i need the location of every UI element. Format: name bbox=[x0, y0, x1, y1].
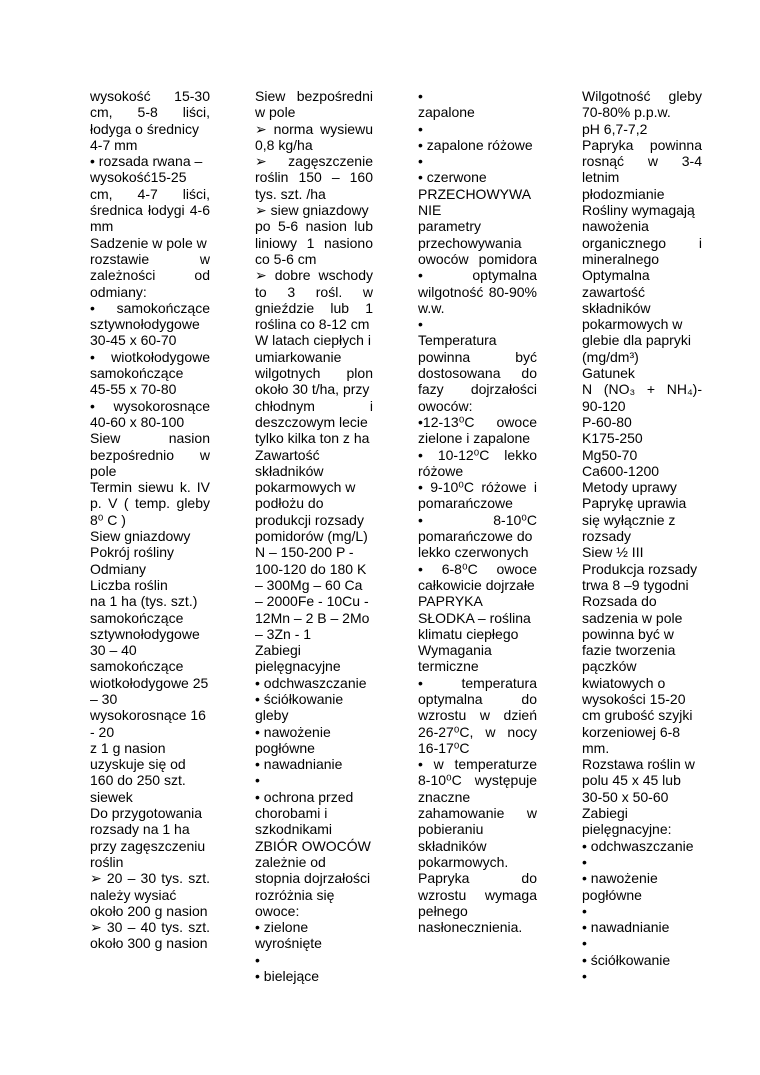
text-line: samokończące bbox=[90, 609, 184, 626]
text-line: SŁODKA – roślina bbox=[418, 609, 531, 626]
text-line: (mg/dm³) bbox=[582, 348, 639, 365]
text-line: – 300Mg – 60 Ca bbox=[255, 576, 363, 593]
text-line: stopnia dojrzałości bbox=[255, 870, 371, 887]
text-line: • samokończące bbox=[90, 299, 210, 316]
text-line: pole bbox=[90, 462, 117, 479]
text-line: na 1 ha (tys. szt.) bbox=[90, 593, 198, 610]
text-line: Rozstawa roślin w bbox=[582, 756, 695, 773]
text-line: • bbox=[582, 935, 587, 952]
text-line: mm. bbox=[582, 739, 610, 756]
text-line: Sadzenie w pole w bbox=[90, 234, 207, 251]
text-line: pełnego bbox=[418, 902, 468, 919]
text-line: • rozsada rwana – bbox=[90, 153, 203, 170]
text-line: liniowy 1 nasiono bbox=[255, 234, 373, 251]
text-line: zależności od bbox=[90, 267, 210, 284]
text-line: • wiotkołodygowe bbox=[90, 348, 210, 365]
text-line: bezpośrednio w bbox=[90, 446, 210, 463]
text-line: roślin 150 – 160 bbox=[255, 169, 373, 186]
text-line: • bbox=[582, 968, 587, 985]
text-line: Zabiegi bbox=[582, 805, 628, 822]
text-line: wyrośnięte bbox=[255, 935, 322, 952]
text-line: 70-80% p.p.w. bbox=[582, 104, 671, 121]
text-line: około 300 g nasion bbox=[90, 935, 208, 952]
text-line: Papryka powinna bbox=[582, 136, 702, 153]
text-line: pielęgnacyjne: bbox=[582, 821, 672, 838]
text-line: 0,8 kg/ha bbox=[255, 136, 313, 153]
text-line: rozsady na 1 ha bbox=[90, 821, 190, 838]
text-line: • 8-10⁰C bbox=[418, 511, 537, 528]
text-line: sztywnołodygowe bbox=[90, 316, 200, 333]
text-line: samokończące bbox=[90, 658, 184, 675]
text-line: • nawożenie bbox=[582, 870, 658, 887]
text-line: 8⁰ C ) bbox=[90, 511, 126, 528]
text-line: Rozsada do bbox=[582, 593, 657, 610]
text-line: owoców: bbox=[418, 397, 473, 414]
text-line: • czerwone bbox=[418, 169, 487, 186]
text-line: Gatunek bbox=[582, 365, 635, 382]
text-line: po 5-6 nasion lub bbox=[255, 218, 373, 235]
text-line: • bbox=[255, 772, 260, 789]
text-line: • bbox=[582, 853, 587, 870]
text-line: Temperatura bbox=[418, 332, 497, 349]
text-line: umiarkowanie bbox=[255, 348, 342, 365]
text-line: ➢ dobre wschody bbox=[255, 267, 373, 284]
text-line: pH 6,7-7,2 bbox=[582, 120, 648, 137]
text-line: wilgotność 80-90% bbox=[418, 283, 537, 300]
text-line: • zapalone różowe bbox=[418, 136, 533, 153]
text-line: nawożenia bbox=[582, 218, 649, 235]
text-line: optymalna do bbox=[418, 690, 537, 707]
text-line: 160 do 250 szt. bbox=[90, 772, 186, 789]
text-line: Optymalna bbox=[582, 267, 650, 284]
text-line: 16-17⁰C bbox=[418, 739, 470, 756]
text-line: letnim bbox=[582, 169, 620, 186]
text-line: organicznego i bbox=[582, 234, 702, 251]
text-line: Paprykę uprawia bbox=[582, 495, 687, 512]
text-line: należy wysiać bbox=[90, 886, 177, 903]
text-line: • wysokorosnące bbox=[90, 397, 210, 414]
text-line: składników bbox=[582, 299, 651, 316]
text-line: rozsady bbox=[582, 528, 632, 545]
text-line: deszczowym lecie bbox=[255, 413, 368, 430]
text-line: pączków bbox=[582, 658, 637, 675]
text-line: PRZECHOWYWA bbox=[418, 185, 532, 202]
text-line: 12Mn – 2 B – 2Mo bbox=[255, 609, 370, 626]
text-line: pomidorów (mg/L) bbox=[255, 528, 368, 545]
text-column-1 bbox=[90, 88, 210, 952]
text-line: rozstawie w bbox=[90, 250, 210, 267]
text-line: cm grubość szyjki bbox=[582, 707, 693, 724]
text-line: p. V ( temp. gleby bbox=[90, 495, 210, 512]
text-line: pobieraniu bbox=[418, 821, 484, 838]
text-line: N – 150-200 P - bbox=[255, 544, 354, 561]
text-line: wzrostu wymaga bbox=[418, 886, 537, 903]
text-line: Wymagania bbox=[418, 642, 492, 659]
text-line: chorobami i bbox=[255, 805, 328, 822]
text-line: 8-10⁰C występuje bbox=[418, 772, 537, 789]
text-line: •12-13⁰C owoce bbox=[418, 413, 537, 430]
text-line: zahamowanie w bbox=[418, 805, 537, 822]
text-line: Zawartość bbox=[255, 446, 320, 463]
text-line: ➢ 20 – 30 tys. szt. bbox=[90, 870, 210, 887]
text-line: pogłówne bbox=[255, 739, 315, 756]
text-column-4 bbox=[582, 88, 702, 984]
text-line: około 200 g nasion bbox=[90, 902, 208, 919]
text-line: – 3Zn - 1 bbox=[255, 625, 312, 642]
text-line: podłożu do bbox=[255, 495, 324, 512]
text-line: tys. szt. /ha bbox=[255, 185, 326, 202]
text-line: co 5-6 cm bbox=[255, 250, 317, 267]
text-line: 30 – 40 bbox=[90, 642, 137, 659]
text-line: łodyga o średnicy bbox=[90, 120, 199, 137]
text-line: wilgotnych plon bbox=[255, 365, 373, 382]
text-line: • bbox=[255, 951, 260, 968]
text-line: termiczne bbox=[418, 658, 479, 675]
text-line: powinna być w bbox=[582, 625, 674, 642]
text-line: • 10-12⁰C lekko bbox=[418, 446, 537, 463]
text-line: • bbox=[418, 120, 423, 137]
text-line: Siew bezpośredni bbox=[255, 88, 373, 104]
text-line: tylko kilka ton z ha bbox=[255, 430, 370, 447]
text-line: około 30 t/ha, przy bbox=[255, 381, 370, 398]
text-line: • odchwaszczanie bbox=[582, 837, 694, 854]
text-line: Metody uprawy bbox=[582, 479, 677, 496]
text-line: 26-27⁰C, w nocy bbox=[418, 723, 537, 740]
text-line: zawartość bbox=[582, 283, 646, 300]
text-column-2 bbox=[255, 88, 373, 984]
text-line: gnieździe lub 1 bbox=[255, 299, 373, 316]
text-line: Siew gniazdowy bbox=[90, 528, 191, 545]
text-line: • w temperaturze bbox=[418, 756, 537, 773]
text-line: sztywnołodygowe bbox=[90, 625, 200, 642]
text-line: Produkcja rozsady bbox=[582, 560, 698, 577]
text-line: 4-7 mm bbox=[90, 136, 138, 153]
text-line: klimatu ciepłego bbox=[418, 625, 519, 642]
text-line: roślina co 8-12 cm bbox=[255, 316, 370, 333]
text-line: chłodnym i bbox=[255, 397, 373, 414]
text-line: zielone i zapalone bbox=[418, 430, 531, 447]
text-line: dostosowana do bbox=[418, 365, 537, 382]
text-line: pomarańczowe do bbox=[418, 528, 533, 545]
text-line: pomarańczowe bbox=[418, 495, 513, 512]
text-line: z 1 g nasion bbox=[90, 739, 166, 756]
text-line: cm, 5-8 liści, bbox=[90, 104, 210, 121]
text-line: sadzenia w pole bbox=[582, 609, 683, 626]
text-line: Odmiany bbox=[90, 560, 147, 577]
text-line: siewek bbox=[90, 788, 133, 805]
text-line: ➢ 30 – 40 tys. szt. bbox=[90, 919, 210, 936]
text-line: nasłonecznienia. bbox=[418, 919, 523, 936]
text-line: produkcji rozsady bbox=[255, 511, 364, 528]
text-line: • bbox=[418, 153, 423, 170]
text-line: cm, 4-7 liści, bbox=[90, 185, 210, 202]
text-line: rozróżnia się bbox=[255, 886, 335, 903]
text-line: parametry bbox=[418, 218, 482, 235]
text-line: owoców pomidora bbox=[418, 250, 537, 267]
text-line: wysokość15-25 bbox=[90, 169, 187, 186]
text-line: 40-60 x 80-100 bbox=[90, 413, 185, 430]
text-line: pokarmowych w bbox=[255, 479, 356, 496]
text-line: • bbox=[418, 316, 423, 333]
text-line: - 20 bbox=[90, 723, 115, 740]
text-line: • ściółkowanie bbox=[255, 690, 344, 707]
text-line: – 2000Fe - 10Cu - bbox=[255, 593, 369, 610]
text-line: samokończące bbox=[90, 365, 184, 382]
text-line: • 9-10⁰C różowe i bbox=[418, 479, 537, 496]
text-line: fazie tworzenia bbox=[582, 642, 676, 659]
text-line: wysokości 15-20 bbox=[582, 690, 686, 707]
text-line: średnica łodygi 4-6 bbox=[90, 202, 210, 219]
text-line: lekko czerwonych bbox=[418, 544, 529, 561]
text-line: • ochrona przed bbox=[255, 788, 354, 805]
text-line: NIE bbox=[418, 202, 442, 219]
text-line: mm bbox=[90, 218, 114, 235]
text-line: uzyskuje się od bbox=[90, 756, 186, 773]
text-line: mineralnego bbox=[582, 250, 660, 267]
text-line: pielęgnacyjne bbox=[255, 658, 341, 675]
text-line: ➢ norma wysiewu bbox=[255, 120, 373, 137]
text-line: Do przygotowania bbox=[90, 805, 203, 822]
text-line: Papryka do bbox=[418, 870, 537, 887]
text-line: Zabiegi bbox=[255, 642, 301, 659]
text-line: Rośliny wymagają bbox=[582, 202, 695, 219]
text-line: • 6-8⁰C owoce bbox=[418, 560, 537, 577]
text-line: Siew nasion bbox=[90, 430, 210, 447]
text-line: 100-120 do 180 K bbox=[255, 560, 367, 577]
text-line: pokarmowych. bbox=[418, 853, 509, 870]
text-line: P-60-80 bbox=[582, 413, 632, 430]
text-line: fazy dojrzałości bbox=[418, 381, 537, 398]
text-line: wysokorosnące 16 bbox=[90, 707, 206, 724]
text-column-3 bbox=[418, 88, 537, 935]
text-line: ZBIÓR OWOCÓW bbox=[255, 837, 371, 854]
text-line: przechowywania bbox=[418, 234, 522, 251]
text-line: • nawożenie bbox=[255, 723, 331, 740]
text-line: • zielone bbox=[255, 919, 309, 936]
text-line: • nawadnianie bbox=[582, 919, 670, 936]
text-line: Termin siewu k. IV bbox=[90, 479, 210, 496]
text-line: pogłówne bbox=[582, 886, 642, 903]
text-line: • ściółkowanie bbox=[582, 951, 671, 968]
text-line: zapalone bbox=[418, 104, 475, 121]
text-line: to 3 rośl. w bbox=[255, 283, 373, 300]
text-line: składników bbox=[418, 837, 487, 854]
text-line: • temperatura bbox=[418, 674, 537, 691]
text-line: płodozmianie bbox=[582, 185, 665, 202]
text-line: Ca600-1200 bbox=[582, 462, 660, 479]
text-line: pokarmowych w bbox=[582, 316, 683, 333]
text-line: • nawadnianie bbox=[255, 756, 343, 773]
text-line: składników bbox=[255, 462, 324, 479]
text-line: się wyłącznie z bbox=[582, 511, 676, 528]
text-line: polu 45 x 45 lub bbox=[582, 772, 681, 789]
text-line: w pole bbox=[255, 104, 296, 121]
text-line: szkodnikami bbox=[255, 821, 333, 838]
text-line: glebie dla papryki bbox=[582, 332, 691, 349]
text-line: 45-55 x 70-80 bbox=[90, 381, 177, 398]
text-line: Liczba roślin bbox=[90, 576, 168, 593]
text-line: • optymalna bbox=[418, 267, 537, 284]
text-line: znaczne bbox=[418, 788, 471, 805]
text-line: W latach ciepłych i bbox=[255, 332, 371, 349]
text-line: 90-120 bbox=[582, 397, 626, 414]
text-line: Wilgotność gleby bbox=[582, 88, 702, 104]
text-line: wzrostu w dzień bbox=[418, 707, 537, 724]
text-line: owoce: bbox=[255, 902, 300, 919]
text-line: – 30 bbox=[90, 690, 118, 707]
text-line: PAPRYKA bbox=[418, 593, 483, 610]
text-line: kwiatowych o bbox=[582, 674, 666, 691]
text-line: • bbox=[582, 902, 587, 919]
text-line: rosnąć w 3-4 bbox=[582, 153, 702, 170]
text-line: K175-250 bbox=[582, 430, 643, 447]
text-line: powinna być bbox=[418, 348, 537, 365]
text-line: gleby bbox=[255, 707, 289, 724]
text-line: całkowicie dojrzałe bbox=[418, 576, 535, 593]
text-line: wysokość 15-30 bbox=[90, 88, 210, 104]
text-line: • bbox=[418, 88, 423, 104]
text-line: wiotkołodygowe 25 bbox=[90, 674, 209, 691]
text-line: przy zagęszczeniu bbox=[90, 837, 206, 854]
text-line: odmiany: bbox=[90, 283, 147, 300]
text-line: Siew ½ III bbox=[582, 544, 644, 561]
text-line: trwa 8 –9 tygodni bbox=[582, 576, 689, 593]
text-line: N (NO₃ + NH₄)- bbox=[582, 381, 702, 398]
text-line: w.w. bbox=[418, 299, 445, 316]
text-line: • odchwaszczanie bbox=[255, 674, 367, 691]
text-line: roślin bbox=[90, 853, 124, 870]
text-line: 30-50 x 50-60 bbox=[582, 788, 669, 805]
text-line: 30-45 x 60-70 bbox=[90, 332, 177, 349]
text-line: ➢ siew gniazdowy bbox=[255, 202, 369, 219]
text-line: Pokrój rośliny bbox=[90, 544, 175, 561]
text-line: ➢ zagęszczenie bbox=[255, 153, 373, 170]
text-line: Mg50-70 bbox=[582, 446, 638, 463]
text-line: • bielejące bbox=[255, 968, 320, 985]
text-line: korzeniowej 6-8 bbox=[582, 723, 681, 740]
text-line: zależnie od bbox=[255, 853, 326, 870]
text-line: różowe bbox=[418, 462, 464, 479]
